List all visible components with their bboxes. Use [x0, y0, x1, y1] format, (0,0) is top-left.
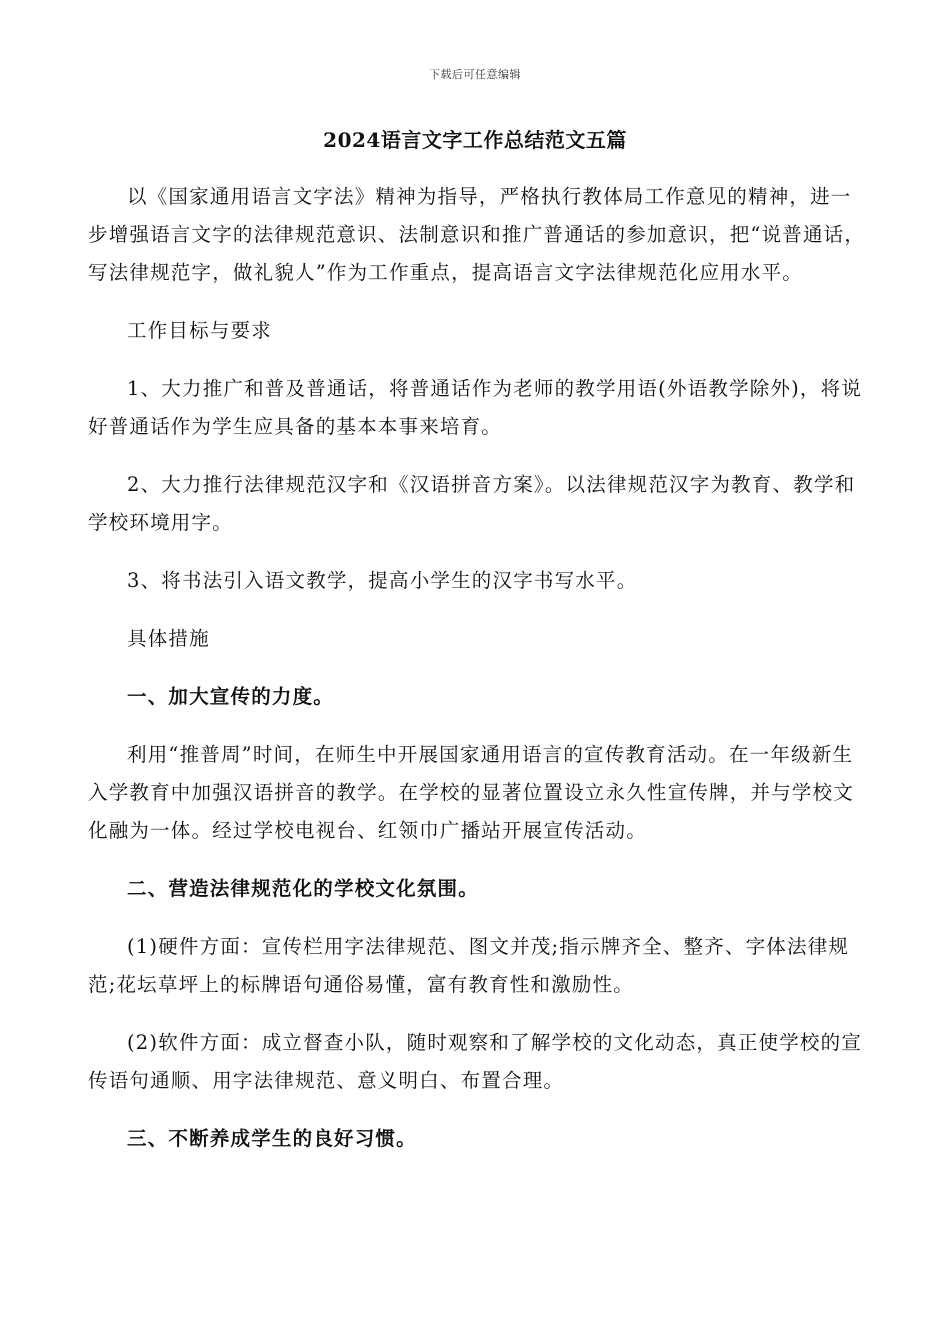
section-heading-goals: 工作目标与要求: [127, 319, 272, 342]
measure-heading-2: 二、营造法律规范化的学校文化氛围。: [127, 877, 479, 900]
measure-heading-1: 一、加大宣传的力度。: [127, 685, 335, 708]
section-heading-measures: 具体措施: [127, 627, 210, 650]
goal-item-3: 3、将书法引入语文教学，提高小学生的汉字书写水平。: [127, 569, 638, 592]
document-body: [88, 178, 868, 1178]
goal-item-1: 1、大力推广和普及普通话，将普通话作为老师的教学用语(外语教学除外)，将说好普通话作为学生应具备的基本本事来培育。: [88, 377, 863, 438]
measure-item-software: (2)软件方面：成立督查小队，随时观察和了解学校的文化动态，真正使学校的宣传语句通顺、用字法律规范、意义明白、布置合理。: [88, 1031, 863, 1092]
document-title: 2024语言文字工作总结范文五篇: [323, 128, 627, 152]
intro-paragraph: 以《国家通用语言文字法》精神为指导，严格执行教体局工作意见的精神，进一步增强语言文字的法律规范意识、法制意识和推广普通话的参加意识，把“说普通话，写法律规范字，做礼貌人”作为工作重点，提高语言文字法律规范化应用水平。: [88, 185, 866, 284]
measure-heading-3: 三、不断养成学生的良好习惯。: [127, 1127, 417, 1150]
measure-item-hardware: (1)硬件方面：宣传栏用字法律规范、图文并茂;指示牌齐全、整齐、字体法律规范;花坛草坪上的标牌语句通俗易懂，富有教育性和激励性。: [88, 935, 850, 996]
measure-paragraph-1: 利用“推普周”时间，在师生中开展国家通用语言的宣传教育活动。在一年级新生入学教育中加强汉语拼音的教学。在学校的显著位置设立永久性宣传牌，并与学校文化融为一体。经过学校电视台、红领巾广播站开展宣传活动。: [88, 743, 854, 842]
header-note: 下载后可任意编辑: [429, 68, 521, 81]
goal-item-2: 2、大力推行法律规范汉字和《汉语拼音方案》。以法律规范汉字为教育、教学和学校环境用字。: [88, 473, 856, 534]
